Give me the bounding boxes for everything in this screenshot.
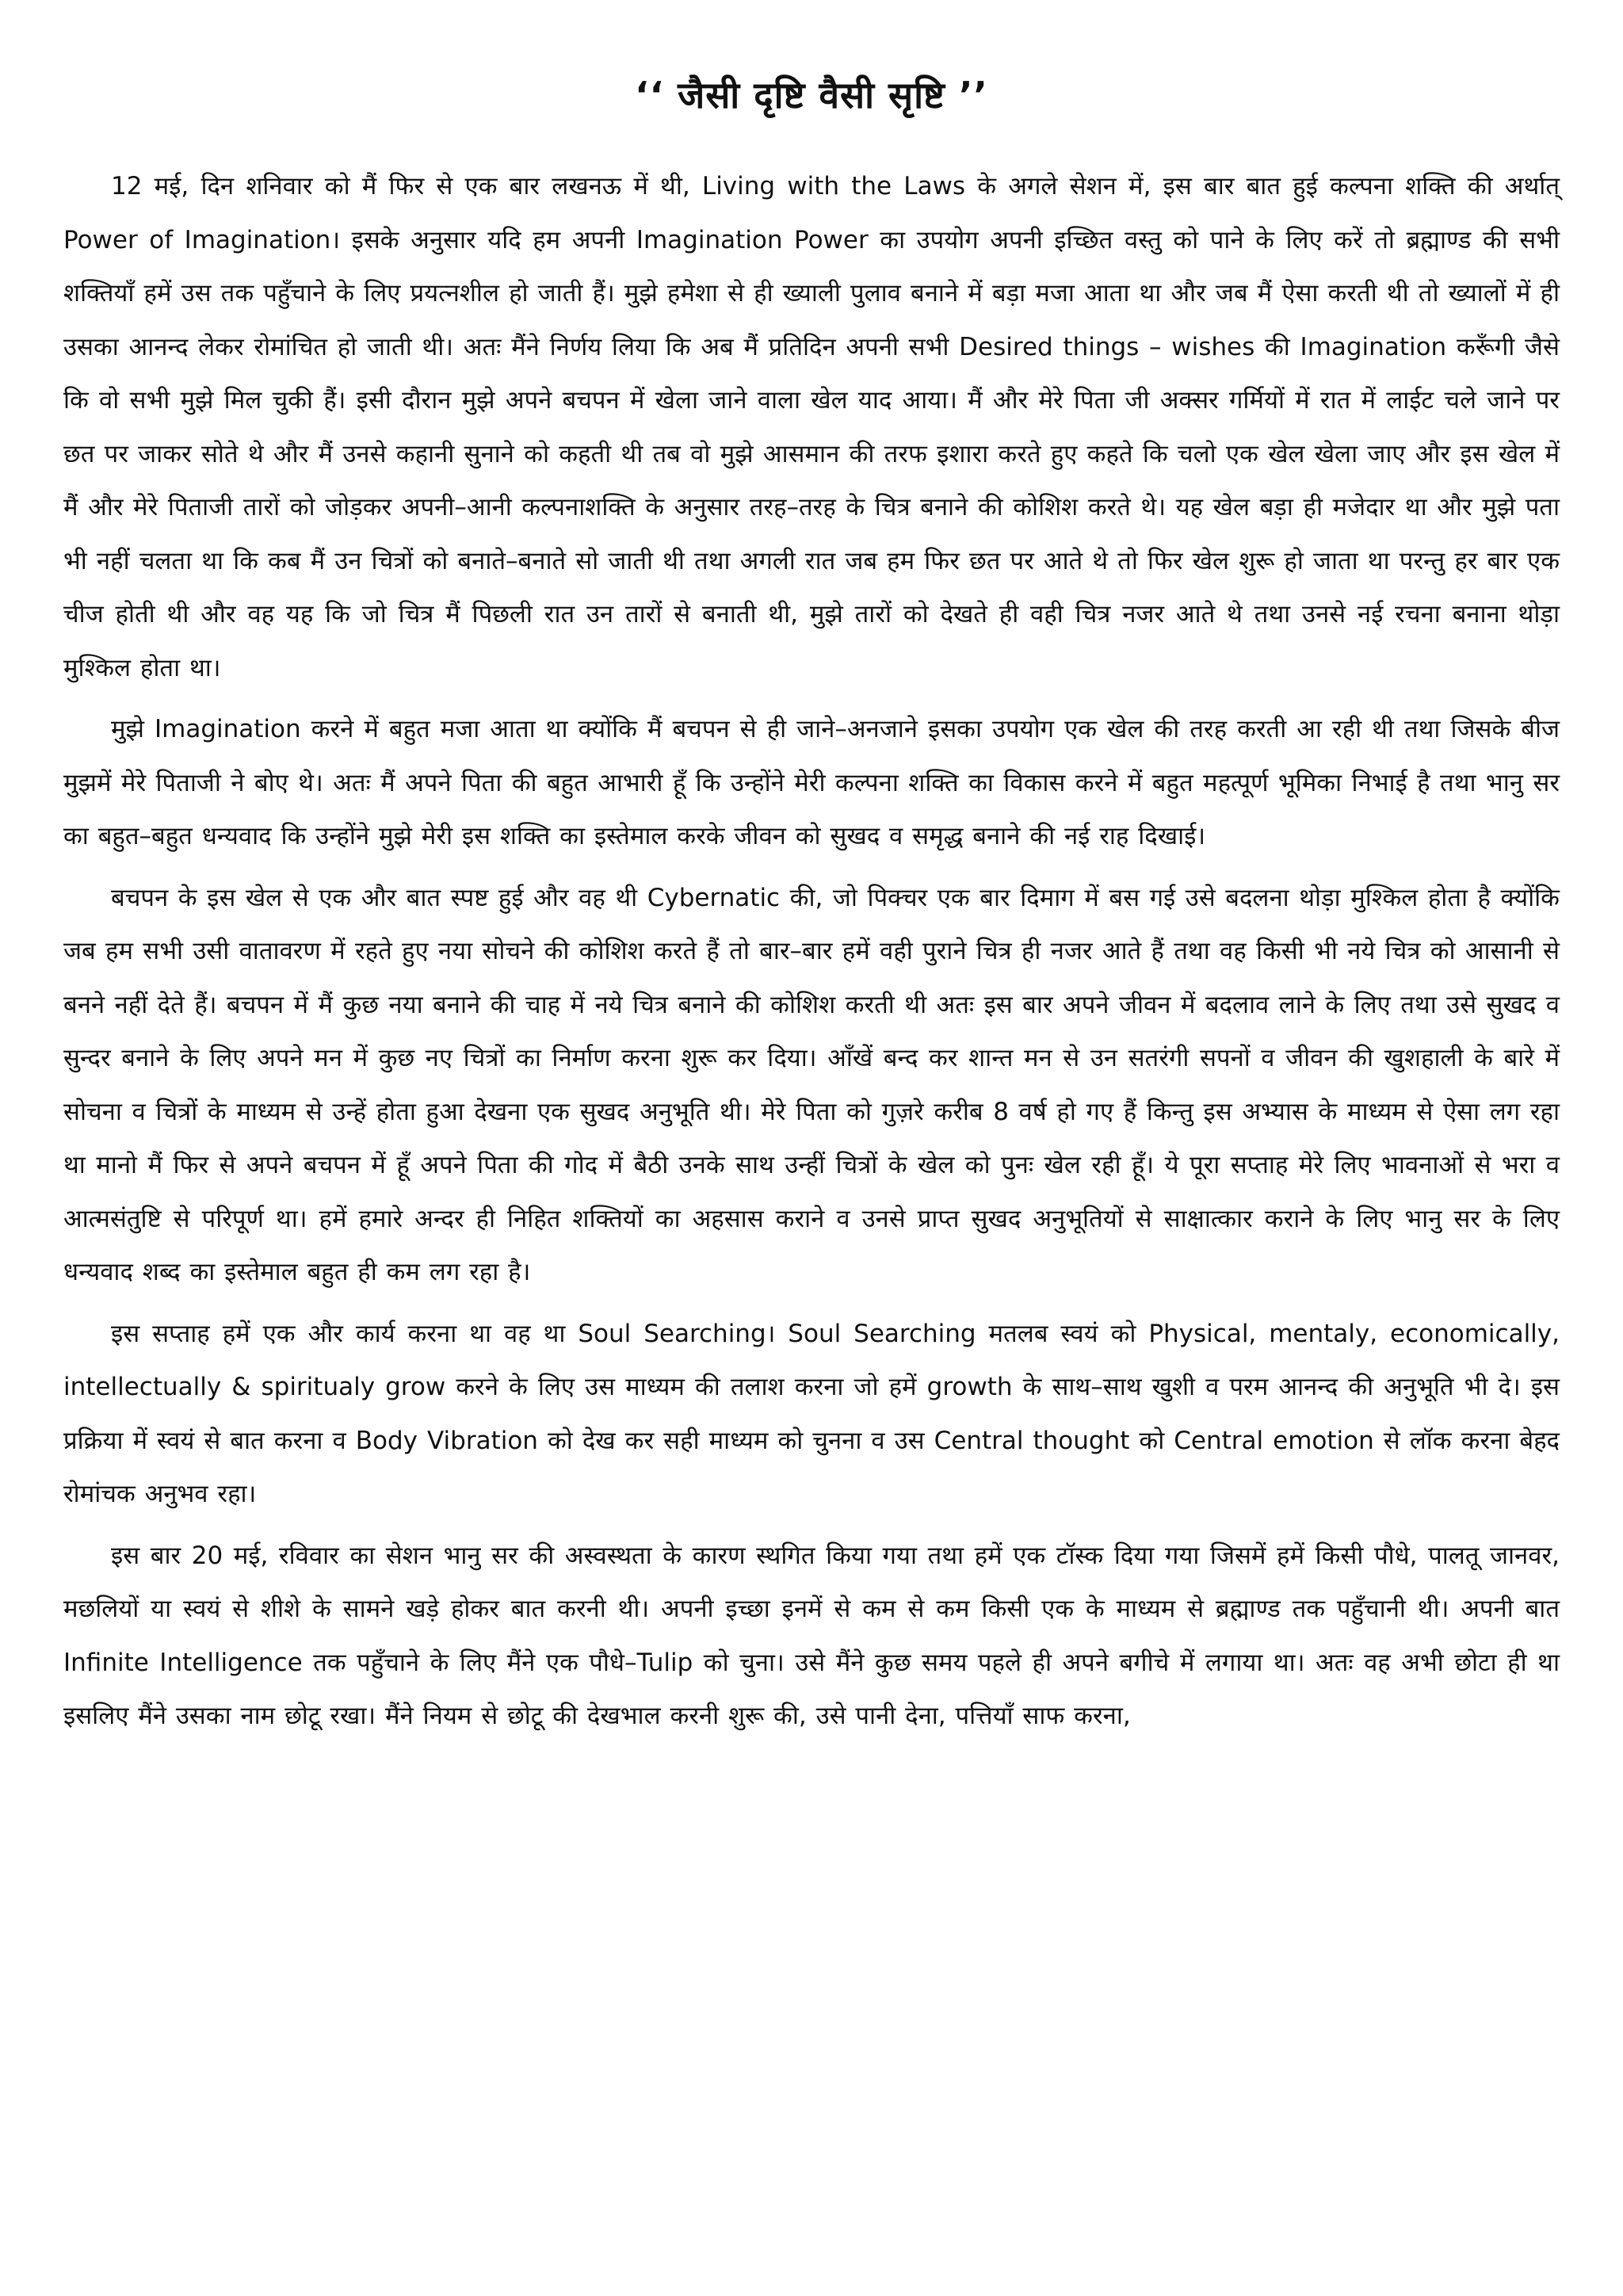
paragraph-5: इस बार 20 मई, रविवार का सेशन भानु सर की अस्वस्थता के कारण स्थगित किया गया तथा हमें एक टॉस्क दिया गया जिसमें हमें किसी पौधे, पालतू जानवर, मछलियों या स्वयं से शीशे के सामने खड़े होकर बात करनी थी। अपनी इच्छा इनमें से कम से कम किसी एक के माध्यम से ब्रह्माण्ड तक पहुँचानी थी। अपनी बात Infinite Intelligence तक पहुँचाने के लिए मैंने एक पौधे–Tulip को चुना। उसे मैंने कुछ समय पहले ही अपने बगीचे में लगाया था। अतः वह अभी छोटा ही था इसलिए मैंने उसका नाम छोटू रखा। मैंने नियम से छोटू की देखभाल करनी शुरू की, उसे पानी देना, पत्तियाँ साफ करना, [63, 1541, 1560, 1730]
page-title: ‘‘ जैसी दृष्टि वैसी सृष्टि ’’ [635, 74, 988, 117]
paragraph-1: 12 मई, दिन शनिवार को मैं फिर से एक बार लखनऊ में थी, Living with the Laws के अगले सेशन में, इस बार बात हुई कल्पना शक्ति की अर्थात् Power of Imagination। इसके अनुसार यदि हम अपनी Imagination Power का उपयोग अपनी इच्छित वस्तु को पाने के लिए करें तो ब्रह्माण्ड की सभी शक्तियाँ हमें उस तक पहुँचाने के लिए प्रयत्नशील हो जाती हैं। मुझे हमेशा से ही ख्याली पुलाव बनाने में बड़ा मजा आता था और जब मैं ऐसा करती थी तो ख्यालों में ही उसका आनन्द लेकर रोमांचित हो जाती थी। अतः मैंने निर्णय लिया कि अब मैं प्रतिदिन अपनी सभी Desired things – wishes की Imagination करूँगी जैसे कि वो सभी मुझे मिल चुकी हैं। इसी दौरान मुझे अपने बचपन में खेला जाने वाला खेल याद आया। मैं और मेरे पिता जी अक्सर गर्मियों में रात में लाईट चले जाने पर छत पर जाकर सोते थे और मैं उनसे कहानी सुनाने को कहती थी तब वो मुझे आसमान की तरफ इशारा करते हुए कहते कि चलो एक खेल खेला जाए और इस खेल में मैं और मेरे पिताजी तारों को जोड़कर अपनी–आनी कल्पनाशक्ति के अनुसार तरह–तरह के चित्र बनाने की कोशिश करते थे। यह खेल बड़ा ही मजेदार था और मुझे पता भी नहीं चलता था कि कब मैं उन चित्रों को बनाते–बनाते सो जाती थी तथा अगली रात जब हम फिर छत पर आते थे तो फिर खेल शुरू हो जाता था परन्तु हर बार एक चीज होती थी और वह यह कि जो चित्र मैं पिछली रात उन तारों से बनाती थी, मुझे तारों को देखते ही वही चित्र नजर आते थे तथा उनसे नई रचना बनाना थोड़ा मुश्किल होता था। [63, 172, 1560, 682]
paragraph-4: इस सप्ताह हमें एक और कार्य करना था वह था Soul Searching। Soul Searching मतलब स्वयं को Physical, mentaly, economically, intellectually & spiritualy grow करने के लिए उस माध्यम की तलाश करना जो हमें growth के साथ–साथ खुशी व परम आनन्द की अनुभूति भी दे। इस प्रक्रिया में स्वयं से बात करना व Body Vibration को देख कर सही माध्यम को चुनना व उस Central thought को Central emotion से लॉक करना बेहद रोमांचक अनुभव रहा। [63, 1319, 1560, 1508]
paragraph-2: मुझे Imagination करने में बहुत मजा आता था क्योंकि मैं बचपन से ही जाने–अनजाने इसका उपयोग एक खेल की तरह करती आ रही थी तथा जिसके बीज मुझमें मेरे पिताजी ने बोए थे। अतः मैं अपने पिता की बहुत आभारी हूँ कि उन्होंने मेरी कल्पना शक्ति का विकास करने में बहुत महत्पूर्ण भूमिका निभाई है तथा भानु सर का बहुत–बहुत धन्यवाद कि उन्होंने मुझे मेरी इस शक्ति का इस्तेमाल करके जीवन को सुखद व समृद्ध बनाने की नई राह दिखाई। [63, 715, 1560, 850]
paragraph-3: बचपन के इस खेल से एक और बात स्पष्ट हुई और वह थी Cybernatic की, जो पिक्चर एक बार दिमाग में बस गई उसे बदलना थोड़ा मुश्किल होता है क्योंकि जब हम सभी उसी वातावरण में रहते हुए नया सोचने की कोशिश करते हैं तो बार–बार हमें वही पुराने चित्र ही नजर आते हैं तथा वह किसी भी नये चित्र को आसानी से बनने नहीं देते हैं। बचपन में मैं कुछ नया बनाने की चाह में नये चित्र बनाने की कोशिश करती थी अतः इस बार अपने जीवन में बदलाव लाने के लिए तथा उसे सुखद व सुन्दर बनाने के लिए अपने मन में कुछ नए चित्रों का निर्माण करना शुरू कर दिया। आँखें बन्द कर शान्त मन से उन सतरंगी सपनों व जीवन की खुशहाली के बारे में सोचना व चित्रों के माध्यम से उन्हें होता हुआ देखना एक सुखद अनुभूति थी। मेरे पिता को गुज़रे करीब 8 वर्ष हो गए हैं किन्तु इस अभ्यास के माध्यम से ऐसा लग रहा था मानो मैं फिर से अपने बचपन में हूँ अपने पिता की गोद में बैठी उनके साथ उन्हीं चित्रों के खेल को पुनः खेल रही हूँ। ये पूरा सप्ताह मेरे लिए भावनाओं से भरा व आत्मसंतुष्टि से परिपूर्ण था। हमें हमारे अन्दर ही निहित शक्तियों का अहसास कराने व उनसे प्राप्त सुखद अनुभूतियों से साक्षात्कार कराने के लिए भानु सर के लिए धन्यवाद शब्द का इस्तेमाल बहुत ही कम लग रहा है। [63, 883, 1560, 1286]
